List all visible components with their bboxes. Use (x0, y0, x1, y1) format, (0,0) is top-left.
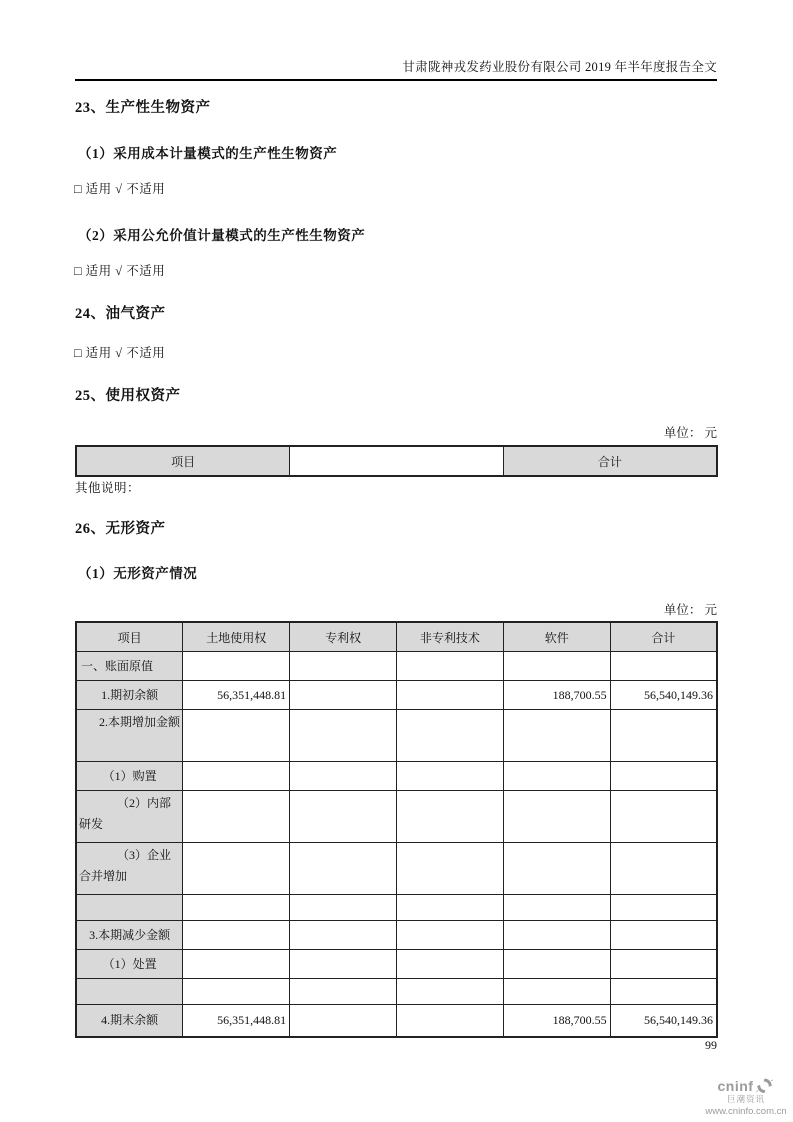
section-24-applicability: □ 适用 √ 不适用 (74, 346, 166, 360)
header-divider (75, 79, 717, 81)
table-cell (396, 1005, 503, 1038)
table-cell (183, 791, 290, 843)
table-row (76, 791, 717, 843)
section-26-title: 26、无形资产 (75, 521, 166, 537)
section-26-unit-label: 单位： 元 (663, 603, 717, 617)
table-cell (503, 652, 610, 681)
table-cell (503, 979, 610, 1005)
table-cell (183, 895, 290, 921)
table-cell (503, 895, 610, 921)
cninfo-logo-url: www.cninfo.com.cn (705, 1106, 787, 1117)
table-cell (290, 652, 397, 681)
table-cell (290, 762, 397, 791)
table-cell (396, 652, 503, 681)
column-header: 软件 (503, 622, 610, 652)
table-cell (610, 950, 717, 979)
table-cell: 56,540,149.36 (610, 1005, 717, 1038)
table-cell (396, 895, 503, 921)
table-cell (183, 710, 290, 762)
section-23-sub2-applicability: □ 适用 √ 不适用 (74, 264, 166, 278)
column-header: 合计 (610, 622, 717, 652)
table-cell (183, 921, 290, 950)
table-cell: 56,351,448.81 (183, 681, 290, 710)
table-cell (396, 710, 503, 762)
section-23-sub1-applicability: □ 适用 √ 不适用 (74, 182, 166, 196)
section-24-title: 24、油气资产 (75, 306, 166, 322)
table-cell (290, 921, 397, 950)
table-cell (290, 895, 397, 921)
table-cell (503, 762, 610, 791)
row-label: 2.本期增加金额 (76, 710, 183, 762)
column-header: 土地使用权 (183, 622, 290, 652)
table-row (76, 895, 717, 921)
table-row (76, 843, 717, 895)
table-cell: 188,700.55 (503, 1005, 610, 1038)
table-cell (183, 843, 290, 895)
row-label (76, 895, 183, 921)
cninfo-logo-brand: cninf (717, 1078, 754, 1094)
section-25-note: 其他说明： (75, 481, 141, 495)
row-label: 1.期初余额 (76, 681, 183, 710)
intangible-assets-table (75, 621, 718, 1038)
usage-right-column-header: 项目 (76, 446, 290, 476)
section-25-unit-label: 单位： 元 (663, 426, 717, 440)
cninfo-logo (702, 1077, 790, 1117)
section-26-sub1-title: （1）无形资产情况 (78, 566, 198, 581)
table-row (76, 652, 717, 681)
table-cell (503, 921, 610, 950)
usage-right-assets-table (75, 445, 718, 477)
table-cell (610, 843, 717, 895)
table-cell (503, 950, 610, 979)
row-label (76, 979, 183, 1005)
table-cell (290, 791, 397, 843)
table-cell (183, 979, 290, 1005)
table-cell (183, 652, 290, 681)
table-header-row (76, 622, 717, 652)
table-cell (290, 843, 397, 895)
table-header-row (76, 446, 717, 476)
table-cell (183, 950, 290, 979)
row-label: 一、账面原值 (76, 652, 183, 681)
row-label: 4.期末余额 (76, 1005, 183, 1038)
table-row (76, 710, 717, 762)
table-cell (396, 762, 503, 791)
table-cell (396, 979, 503, 1005)
section-23-sub1-title: （1）采用成本计量模式的生产性生物资产 (78, 146, 338, 161)
table-row (76, 979, 717, 1005)
table-cell (396, 791, 503, 843)
report-header-title: 甘肃陇神戎发药业股份有限公司 2019 年半年度报告全文 (402, 60, 717, 74)
table-cell (610, 979, 717, 1005)
page-number: 99 (705, 1038, 717, 1052)
table-cell (290, 1005, 397, 1038)
row-label: （1）处置 (76, 950, 183, 979)
table-row (76, 950, 717, 979)
table-cell (503, 710, 610, 762)
table-cell: 188,700.55 (503, 681, 610, 710)
table-cell (396, 950, 503, 979)
section-25-title: 25、使用权资产 (75, 388, 181, 404)
table-cell (290, 979, 397, 1005)
column-header: 项目 (76, 622, 183, 652)
row-label: （3）企业合并增加 (76, 843, 183, 895)
table-cell (183, 762, 290, 791)
row-label: 3.本期减少金额 (76, 921, 183, 950)
table-cell (290, 681, 397, 710)
table-cell (503, 791, 610, 843)
row-label: （2）内部研发 (76, 791, 183, 843)
table-cell (396, 921, 503, 950)
table-cell (503, 843, 610, 895)
table-cell (610, 791, 717, 843)
section-23-sub2-title: （2）采用公允价值计量模式的生产性生物资产 (78, 228, 366, 243)
table-cell (610, 895, 717, 921)
table-cell (290, 710, 397, 762)
table-row (76, 681, 717, 710)
row-label: （1）购置 (76, 762, 183, 791)
section-23-title: 23、生产性生物资产 (75, 100, 211, 116)
column-header: 专利权 (290, 622, 397, 652)
table-cell (610, 762, 717, 791)
cninfo-logo-name: 巨潮资讯 (726, 1094, 765, 1104)
table-row (76, 762, 717, 791)
table-row (76, 921, 717, 950)
table-cell (610, 652, 717, 681)
table-cell: 56,540,149.36 (610, 681, 717, 710)
table-cell (610, 710, 717, 762)
table-cell (290, 950, 397, 979)
column-header: 非专利技术 (396, 622, 503, 652)
usage-right-column-header: 合计 (503, 446, 717, 476)
table-cell: 56,351,448.81 (183, 1005, 290, 1038)
table-cell (396, 843, 503, 895)
usage-right-column-header (290, 446, 504, 476)
table-cell (610, 921, 717, 950)
table-cell (396, 681, 503, 710)
table-row (76, 1005, 717, 1038)
